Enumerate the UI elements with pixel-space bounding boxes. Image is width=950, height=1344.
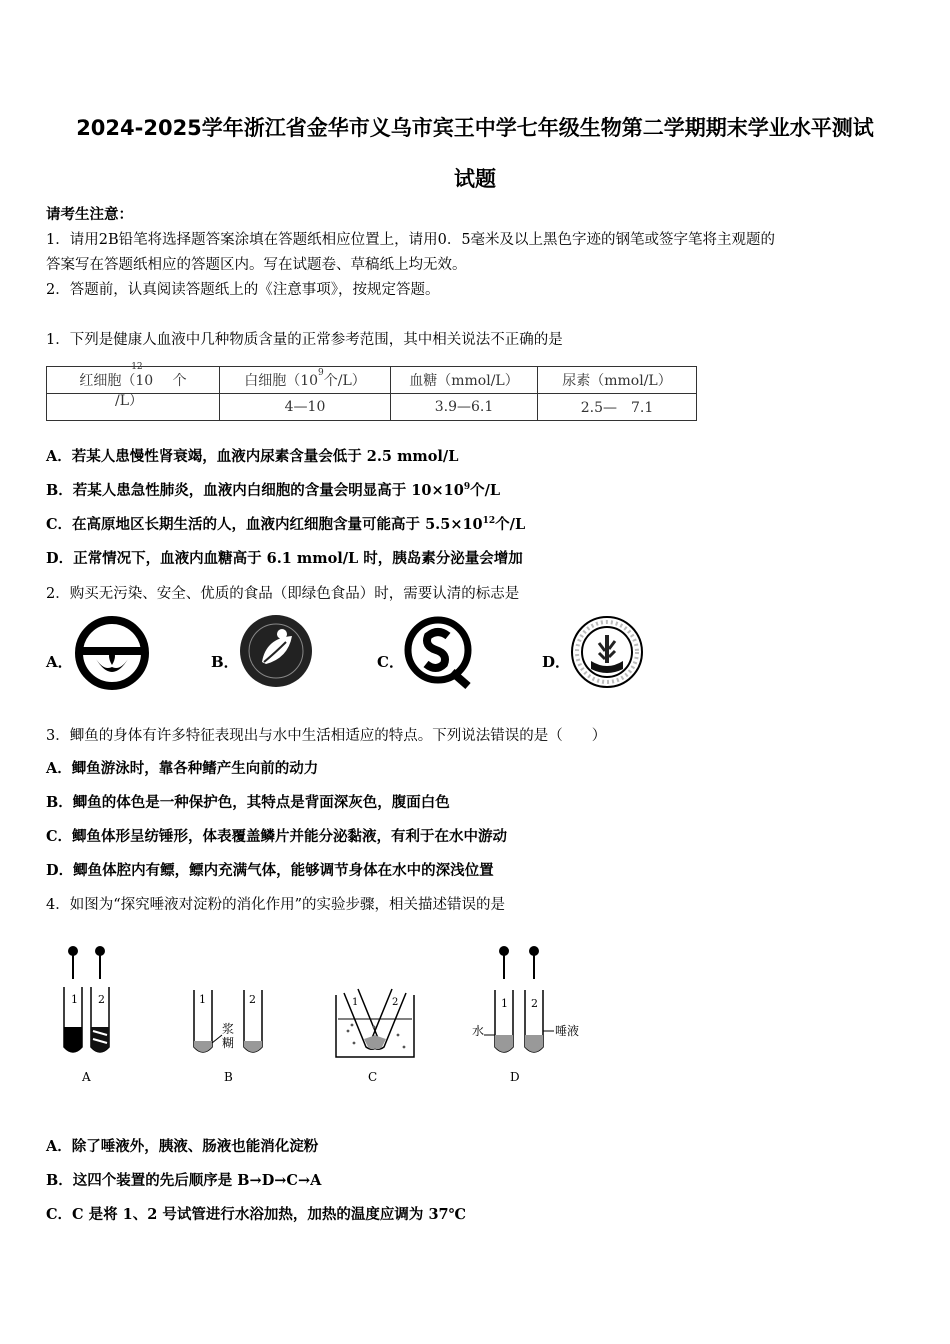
step-a-label: A: [82, 1070, 91, 1084]
q1-option-d: D．正常情况下，血液内血糖高于 6.1 mmol/L 时，胰岛素分泌量会增加: [46, 550, 523, 567]
q1-c-exp: 12: [482, 516, 496, 527]
water-label: 水: [472, 1024, 485, 1038]
quality-safety-logo: [74, 615, 150, 691]
q1-option-c: [46, 513, 525, 534]
rbc-label: 红细胞（10: [79, 373, 154, 389]
rbc-exponent: 12: [131, 362, 143, 373]
q1-c-unit: 个/L: [495, 516, 526, 533]
tube-number: 1: [352, 997, 359, 1008]
wbc-label: 白细胞（10: [244, 373, 319, 389]
qs-logo: [402, 614, 474, 690]
tube-number: 2: [392, 997, 399, 1008]
q1-option-b: [46, 479, 500, 500]
q1-reference-table: [46, 362, 697, 421]
tube-number: 2: [249, 993, 256, 1006]
table-cell-glucose: 3.9—6.1: [391, 394, 538, 421]
step-d-label: D: [510, 1070, 520, 1084]
paste-label: 浆: [222, 1022, 235, 1036]
tube-number: 2: [98, 993, 105, 1006]
q1-stem: 1．下列是健康人血液中几种物质含量的正常参考范围，其中相关说法不正确的是: [46, 332, 563, 348]
green-food-logo: [236, 612, 316, 690]
paste-label-2: 糊: [222, 1036, 235, 1050]
step-a: [64, 946, 109, 1084]
step-b-label: B: [224, 1070, 233, 1084]
q4-option-c: C．C 是将 1、2 号试管进行水浴加热，加热的温度应调为 37℃: [46, 1206, 467, 1223]
page-title-cont: 试题: [454, 167, 496, 191]
q4-option-b: B．这四个装置的先后顺序是 B→D→C→A: [46, 1172, 322, 1189]
table-header-row: [47, 367, 697, 394]
step-c: [336, 989, 414, 1084]
q2-option-a-label: A．: [46, 653, 73, 671]
q3-stem: 3．鲫鱼的身体有许多特征表现出与水中生活相适应的特点。下列说法错误的是（ ）: [46, 728, 607, 744]
wbc-unit: 个/L）: [323, 373, 366, 389]
wbc-exponent: 9: [318, 368, 324, 379]
q1-c-text: C．在高原地区长期生活的人，血液内红细胞含量可能高于 5.5×10: [46, 516, 483, 533]
table-cell-urea: 2.5— 7.1: [538, 394, 697, 421]
q1-b-exp: 9: [463, 482, 471, 493]
q4-option-a: A．除了唾液外，胰液、肠液也能消化淀粉: [46, 1138, 319, 1155]
q2-stem: 2．购买无污染、安全、优质的食品（即绿色食品）时，需要认清的标志是: [46, 586, 520, 602]
page-title: 2024-2025学年浙江省金华市义乌市宾王中学七年级生物第二学期期末学业水平测试: [76, 116, 874, 140]
tube-number: 2: [531, 997, 538, 1010]
q2-option-d-label: D．: [542, 653, 571, 671]
rbc-unit: 个: [172, 373, 187, 389]
q3-option-d: D．鲫鱼体腔内有鳔，鳔内充满气体，能够调节身体在水中的深浅位置: [46, 862, 494, 879]
notice-item-2: 2．答题前，认真阅读答题纸上的《注意事项》，按规定答题。: [46, 282, 440, 298]
notice-item-1: 1．请用2B铅笔将选择题答案涂填在答题纸相应位置上，请用0．5毫米及以上黑色字迹的钢笔或签字笔将主观题的: [46, 232, 776, 248]
table-header-urea: 尿素（mmol/L）: [538, 367, 697, 394]
table-cell-rbc: [47, 394, 220, 421]
step-b: [194, 990, 262, 1084]
rbc-unit-wrap: /L）: [115, 393, 144, 409]
q2-option-b-label: B．: [211, 653, 239, 671]
table-header-wbc: [220, 367, 391, 394]
step-d: [472, 946, 579, 1084]
notice-item-1-cont: 答案写在答题纸相应的答题区内。写在试题卷、草稿纸上均无效。: [46, 257, 467, 273]
notice-heading: 请考生注意：: [46, 206, 133, 223]
table-cell-wbc: 4—10: [220, 394, 391, 421]
saliva-label: 唾液: [555, 1024, 580, 1038]
pollution-free-logo: [569, 613, 645, 691]
q3-option-a: A．鲫鱼游泳时，靠各种鳍产生向前的动力: [46, 760, 319, 777]
q1-b-text: B．若某人患急性肺炎，血液内白细胞的含量会明显高于 10×10: [46, 482, 464, 499]
q3-option-c: C．鲫鱼体形呈纺锤形，体表覆盖鳞片并能分泌黏液，有利于在水中游动: [46, 828, 508, 845]
q3-option-b: B．鲫鱼的体色是一种保护色，其特点是背面深灰色，腹面白色: [46, 794, 450, 811]
q4-stem: 4．如图为“探究唾液对淀粉的消化作用”的实验步骤，相关描述错误的是: [46, 897, 506, 913]
tube-number: 1: [501, 997, 508, 1010]
tube-number: 1: [199, 993, 206, 1006]
table-header-glucose: 血糖（mmol/L）: [391, 367, 538, 394]
q2-option-c-label: C．: [377, 653, 404, 671]
experiment-figure: [52, 935, 592, 1090]
q1-option-a: A．若某人患慢性肾衰竭，血液内尿素含量会低于 2.5 mmol/L: [46, 448, 459, 465]
q1-b-unit: 个/L: [470, 482, 501, 499]
step-c-label: C: [368, 1070, 378, 1084]
table-row: [47, 394, 697, 421]
tube-number: 1: [71, 993, 78, 1006]
